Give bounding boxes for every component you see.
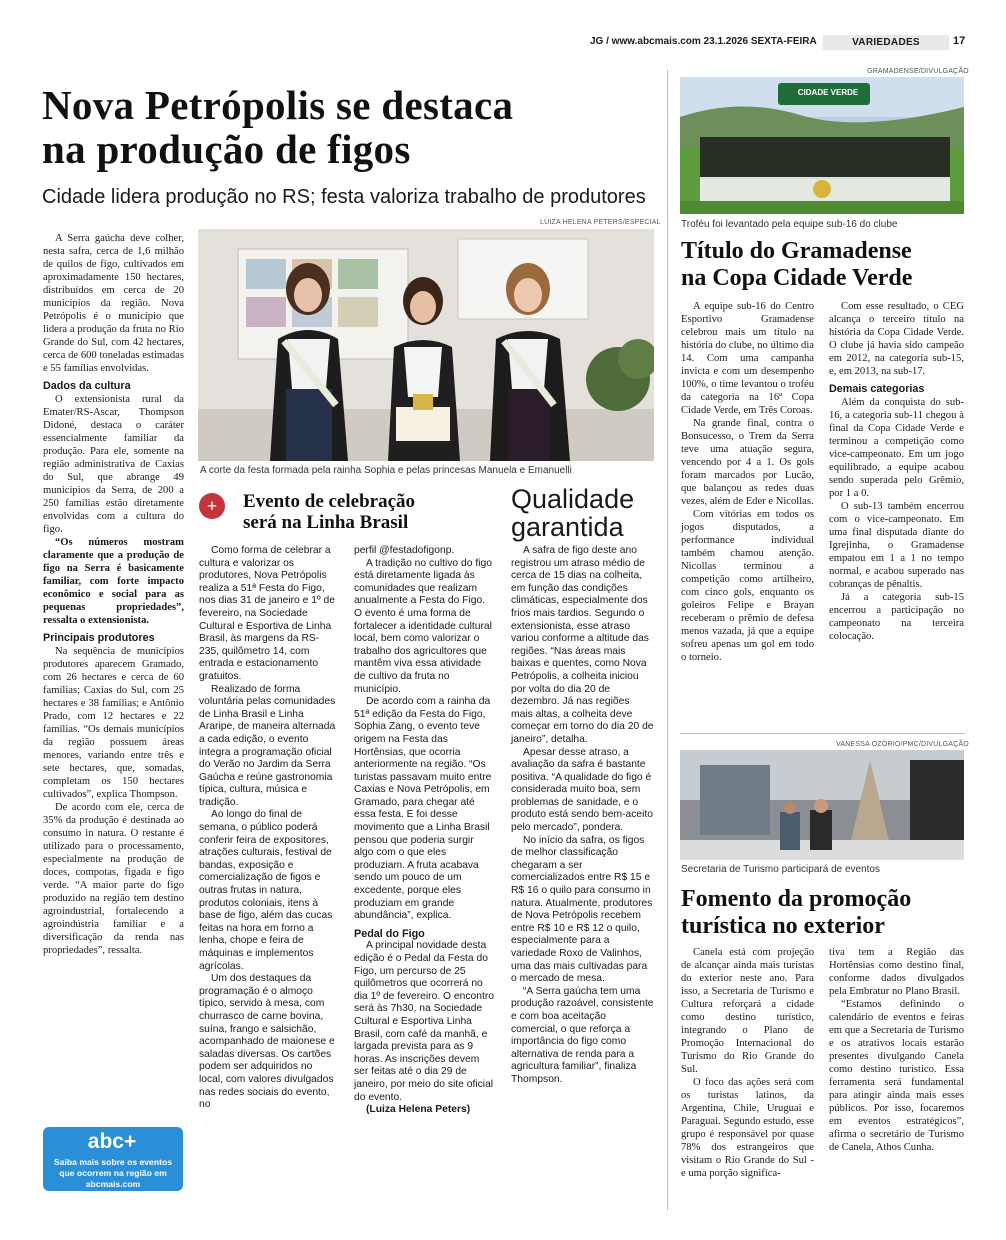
gramadense-para-6: O sub-13 também encerrou com o vice-campeonato. Em uma final disputada diante do Igrejinha, o Gramadense empatou em 1 a 1 no tempo normal, e acabou superado nas cobranças de pênaltis. [829,501,964,590]
fomento-photo-credit: VANESSA OZÓRIO/PMC/DIVULGAÇÃO [836,741,969,748]
gramadense-photo-caption: Troféu foi levantado pela equipe sub-16 do clube [681,219,898,230]
fomento-title [681,886,971,940]
subhead-demais-categorias: Demais categorias [829,383,925,395]
gramadense-col-1 [681,300,814,664]
main-col-1 [43,232,184,957]
headline-line-1: Nova Petrópolis se destaca [42,82,514,128]
subhead-dados-da-cultura: Dados da cultura [43,380,131,392]
evento-para-8: A principal novidade desta edição é o Pedal da Festa do Figo, um percurso de 25 quilômetros que ocorrerá no dia 1º de fevereiro. O encontro será às 7h30, na Sociedade Cultural e Esportiva Linha Brasil, com café da manhã, e largada prevista para as 9 horas. As inscrições devem ser feitas até o dia 29 de janeiro, por meio do site oficial do evento. [354,940,494,1103]
main-col1-quote: “Os números mostram claramente que a produção de figo na Serra é basicamente familiar, com forte impacto econômico e social para as pequenas propriedades”, ressalta o extensionista. [43,537,184,626]
fomento-title-line-2: turística no exterior [681,913,885,939]
subhead-pedal-do-figo: Pedal do Figo [354,927,425,940]
abc-plus-promo[interactable] [43,1127,183,1191]
page-header-meta: JG / www.abcmais.com 23.1.2026 SEXTA-FEIRA [590,36,817,47]
abc-plus-text: Saiba mais sobre os eventos que ocorrem na região em abcmais.com [54,1157,172,1189]
qualidade-para-1: A safra de figo deste ano registrou um atraso médio de cerca de 15 dias na colheita, em função das condições climáticas, especialmente dos frios mais tardios. Segundo o extensionista, esse atraso variou conforme a altitude das regiões. “Nas áreas mais baixas e quentes, como Nova Petrópolis, a colheita iniciou por volta do dia 20 de dezembro. Já nas regiões mais altas, a colheita deve começar em torno do dia 20 de janeiro”, detalha. [511,545,654,745]
evento-para-1: Como forma de celebrar a cultura e valorizar os produtores, Nova Petrópolis realiza a 51ª Festa do Figo, nos dias 31 de janeiro e 1º de fevereiro, na Sociedade Cultural e Esportiva de Linha Brasil, às margens da RS-235, quilômetro 14, com entrada e estacionamento gratuitos. [199,545,336,682]
main-photo-court [198,229,654,461]
qualidade-title-line-2: garantida [511,512,624,542]
main-col1-para-4: Na sequência de municípios produtores aparecem Gramado, com 26 hectares e cerca de 60 famílias; Caxias do Sul, com 25 hectares e 38 famílias; e Antônio Prado, com 12 hectares e 22 famílias. “Os demais municípios da região possuem áreas menores, variando entre três e sete hectares, que, somadas, completam os 150 hectares cultivados”, explica Thompson. [43,646,184,800]
column-divider [667,70,668,1210]
evento-col-1 [199,545,339,1112]
gramadense-col-2 [829,300,964,643]
evento-title [243,491,483,533]
evento-title-line-1: Evento de celebração [243,491,416,512]
qualidade-title-line-1: Qualidade [511,484,635,514]
evento-para-3: Ao longo do final de semana, o público poderá conferir feira de expositores, atrações culturais, festival de bandas, exposição e comercialização de figos e outras frutas in natura, produtos coloniais, itens à base de figo, além das cucas feitas na hora em forno a lenha, chope e feira de máquinas e implementos agrícolas. [199,809,333,972]
headline-line-2: na produção de figos [42,126,411,172]
team-photo-illustration [680,77,964,214]
section-divider [680,733,965,734]
subhead-principais-produtores: Principais produtores [43,632,155,644]
main-col1-para-5: De acordo com ele, cerca de 35% da produção é destinada ao consumo in natura. O restante é utilizado para o processamento, especialmente na produção de doces, compotas, figada e figo verde. “A maior parte do figo produzido na região tem destino agroindustrial, fortalecendo a agroindústria familiar e a diversificação da renda nas propriedades”, ressalta. [43,802,184,956]
qualidade-para-2: Apesar desse atraso, a avaliação da safra é bastante positiva. “A qualidade do figo é considerada muito boa, sem problemas de sanidade, e o produto está sendo bem-aceito pelo mercado”, pondera. [511,746,653,834]
page-number: 17 [953,35,966,47]
main-photo-caption: A corte da festa formada pela rainha Sophia e pelas princesas Manuela e Emanuelli [200,465,572,476]
gramadense-para-3: Com vitórias em todos os jogos disputados, a performance individual também chamou atenção. Nicollas terminou a competição como artilheiro, com cinco gols, enquanto os goleiros Felipe e Brayan receberam o prêmio de defesa menos vazada, já que a equipe sofreu apenas um gol em todo o torneio. [681,509,814,663]
gramadense-para-1: A equipe sub-16 do Centro Esportivo Gramadense celebrou mais um título na história do clube, no último dia 14. Com uma campanha invicta e com um desempenho 100%, o time levantou o troféu da categoria na 16ª Copa Cidade Verde, em Três Coroas. [681,301,814,416]
qualidade-title [511,485,661,541]
plus-icon: + [199,493,225,519]
gramadense-photo-credit: GRAMADENSE/DIVULGAÇÃO [867,68,969,75]
evento-signature: (Luiza Helena Peters) [366,1104,471,1116]
qualidade-para-3: No início da safra, os figos de melhor classificação chegaram a ser comercializados entre R$ 15 e R$ 16 o quilo para consumo in natura. Atualmente, produtores de Nova Petrópolis recebem entre R$ 10 e R$ 12 o quilo, especialmente para a variedade Roxo de Valinhos, uma das mais cultivadas para o mercado de mesa. [511,834,653,985]
fomento-para-2: O foco das ações será com os turistas latinos, da Argentina, Chile, Uruguai e Paraguai. Segundo estudo, esse grupo é responsável por quase 78% dos estrangeiros que visitam o Rio Grande do Sul - e uma porção significa- [681,1077,814,1179]
evento-col-2 [354,545,494,1117]
section-label: VARIEDADES [823,35,949,50]
main-col1-para-2: O extensionista rural da Emater/RS-Ascar, Thompson Didoné, destaca o caráter essencialmente familiar da produção. Para ele, somente na região administrativa de Caxias do Sul, que abrange 49 municípios da Serra, de 200 a 250 famílias estão diretamente envolvidas com a cultura do figo. [43,394,184,535]
evento-para-5: perfil @festadofigonp. [354,545,455,556]
event-photo-illustration [680,750,964,860]
gramadense-para-4: Com esse resultado, o CEG alcança o terceiro título na história da Copa Cidade Verde. O clube já havia sido campeão em 2012, na categoria sub-15, e, em 2013, na sub-17. [829,301,964,377]
court-photo-illustration [198,229,654,461]
gramadense-para-5: Além da conquista do sub-16, a categoria sub-11 chegou à final da Copa Cidade Verde e terminou a competição como vice-campeonato. Em um jogo equilibrado, a equipe acabou sendo superada pelo Grêmio, por 1 a 0. [829,397,964,499]
qualidade-col [511,545,654,1087]
fomento-para-1: Canela está com projeção de alcançar ainda mais turistas do exterior neste ano. Para isso, a Secretaria de Turismo e Cultura reforçará a cidade como destino turístico, integrando o Plano de Promoção Internacional do Turismo do Rio Grande do Sul. [681,947,814,1075]
evento-para-6: A tradição no cultivo do figo está diretamente ligada às comunidades que realizam anualmente a Festa do Figo. O evento é uma forma de fortalecer a identidade cultural local, bem como valorizar o trabalho dos agricultores que mantêm viva essa atividade de cultivo da fruta no município. [354,557,492,695]
gramadense-title-line-1: Título do Gramadense [681,238,912,264]
fomento-para-4: “Estamos definindo o calendário de eventos e feiras em que a Secretaria de Turismo e os atrativos locais estarão presentes divulgando Canela como destino turístico. Essa ferramenta será fundamental para atingir ainda mais esses públicos. Por isso, focaremos em eventos estratégicos”, afirma o secretário de Turismo de Canela, Athos Cunha. [829,999,964,1153]
gramadense-para-2: Na grande final, contra o Bonsucesso, o Trem da Serra teve uma atuação segura, vencendo por 4 a 1. Os gols foram marcados por Lucão, que balançou as redes duas vezes, além de Eder e Nicollas. [681,418,814,507]
fomento-col-1 [681,946,814,1180]
gramadense-para-7: Já a categoria sub-15 encerrou a participação no campeonato na terceira colocação. [829,592,964,642]
fomento-event-photo [680,750,964,860]
main-subhead: Cidade lidera produção no RS; festa valoriza trabalho de produtores [42,186,646,208]
fomento-col-2 [829,946,964,1154]
fomento-title-line-1: Fomento da promoção [681,886,912,912]
fomento-para-3: tiva tem a Região das Hortênsias como destino final, conforme dados divulgados pela Embratur no Plano Brasil. [829,947,964,997]
abc-plus-logo: abc+ [87,1130,137,1153]
evento-title-line-2: será na Linha Brasil [243,512,409,533]
main-headline [42,83,652,171]
evento-para-2: Realizado de forma voluntária pelas comunidades de Linha Brasil e Linha Araripe, de maneira alternada a cada edição, o evento integra a programação oficial do Verão no Jardim da Serra Gaúcha e reúne gastronomia típica, cultura, música e tradição. [199,683,336,808]
gramadense-title-line-2: na Copa Cidade Verde [681,265,913,291]
qualidade-para-4: “A Serra gaúcha tem uma produção razoável, consistente e com boa aceitação comercial, o que reforça a importância do figo como alternativa de renda para a agricultura familiar”, finaliza Thompson. [511,985,654,1085]
gramadense-team-photo [680,77,964,214]
evento-para-7: De acordo com a rainha da 51ª edição da Festa do Figo, Sophia Zang, o evento teve origem na Festa das Hortênsias, que ocorria anteriormente na região. “Os turistas passavam muito entre Caxias e Nova Petrópolis, em Gramado, para chegar até essa festa. E foi desse movimento que a Linha Brasil pensou que poderia surgir algo com o que eles produziam. A fruta acabava sendo um pouco de um excedente, porque eles produziam em grande abundância”, explica. [354,696,492,922]
main-photo-credit: LUIZA HELENA PETERS/ESPECIAL [540,219,661,226]
main-col1-para-1: A Serra gaúcha deve colher, nesta safra, cerca de 1,6 milhão de quilos de figo, cultivados em aproximadamente 150 hectares, distribuídos em cerca de 20 municípios da região. Nova Petrópolis é o município que lidera a produção da fruta no Rio Grande do Sul, com 42 hectares, cerca de 600 toneladas estimadas e 55 famílias envolvidas. [43,233,184,374]
gramadense-title [681,238,971,292]
cidade-verde-banner: CIDADE VERDE [797,88,859,97]
evento-para-4: Um dos destaques da programação é o almoço típico, servido à mesa, com churrasco de carne bovina, suína, frango e salsichão, acompanhado de maionese e saladas diversas. Os cartões podem ser adquiridos no local, com valores divulgados nas redes sociais do evento, no [199,973,335,1111]
fomento-photo-caption: Secretaria de Turismo participará de eventos [681,864,880,875]
